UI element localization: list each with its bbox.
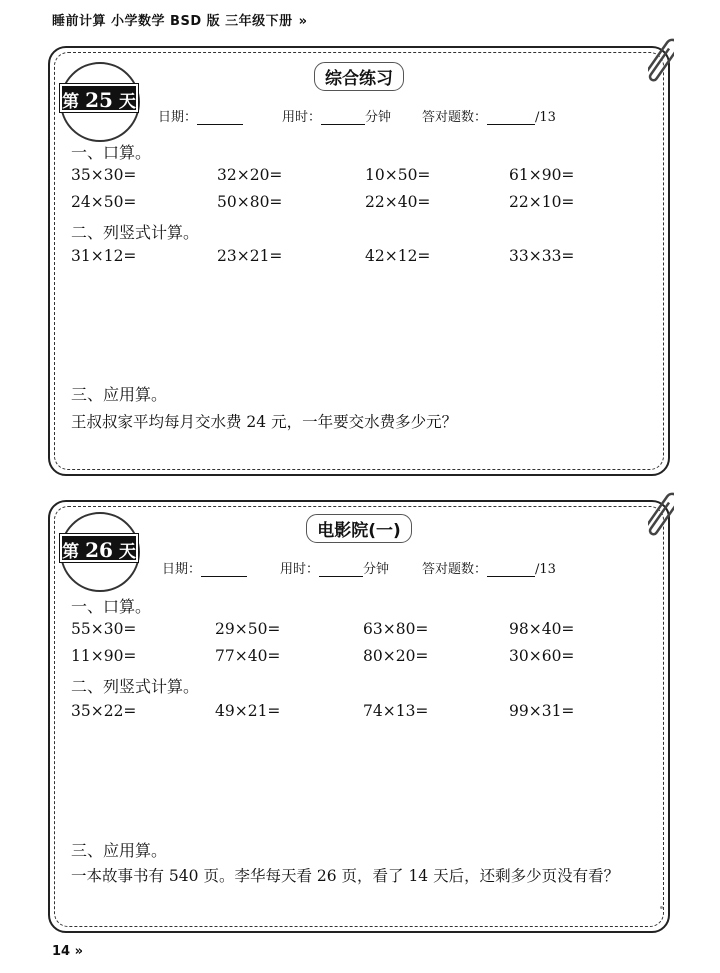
problem-item: 22×10= [509,193,575,211]
day-suffix: 天 [118,542,136,562]
score-blank[interactable] [487,576,535,577]
chevron-right-icon: » [74,944,84,959]
day-number: 26 [85,538,113,562]
score-label: 答对题数： [422,562,488,577]
day-prefix: 第 [62,542,80,562]
problem-item: 35×22= [71,702,137,720]
day-number: 25 [85,88,113,112]
date-label: 日期： [162,562,202,577]
section-oral: 一、口算。 [71,143,152,162]
section-applied: 三、应用算。 [71,841,168,860]
word-problem: 王叔叔家平均每月交水费 24 元，一年要交水费多少元？ [71,413,458,431]
header-title: 睡前计算 小学数学 BSD 版 三年级下册 [52,14,293,29]
word-problem: 一本故事书有 540 页。李华每天看 26 页，看了 14 天后，还剩多少页没有看？ [71,867,620,885]
day-suffix: 天 [118,92,136,112]
chevron-right-icon: » [298,14,308,29]
section-applied: 三、应用算。 [71,385,168,404]
problem-item: 29×50= [215,620,281,638]
time-label: 用时： [280,562,320,577]
problem-item: 23×21= [217,247,283,265]
minutes-unit: 分钟 [365,110,392,125]
score-total: /13 [535,562,556,577]
lesson-title-text: 电影院(一) [306,514,412,543]
problem-item: 80×20= [363,647,429,665]
lesson-title-text: 综合练习 [314,62,404,91]
day-prefix: 第 [62,92,80,112]
problem-item: 31×12= [71,247,137,265]
date-label: 日期： [158,110,198,125]
oral-row-1 [71,166,631,188]
problem-item: 11×90= [71,647,137,665]
score-field [422,106,556,125]
score-field [422,558,556,577]
problem-item: 35×30= [71,166,137,184]
problem-item: 49×21= [215,702,281,720]
problem-item: 61×90= [509,166,575,184]
date-blank[interactable] [197,124,243,125]
date-blank[interactable] [201,576,247,577]
score-blank[interactable] [487,124,535,125]
score-total: /13 [535,110,556,125]
page-footer [52,944,83,959]
problem-item: 22×40= [365,193,431,211]
date-field [162,558,247,577]
running-header [52,10,308,29]
page-number: 14 [52,944,71,959]
problem-item: 74×13= [363,702,429,720]
day-25-card [48,46,670,476]
section-vertical: 二、列竖式计算。 [71,677,200,696]
problem-item: 24×50= [71,193,137,211]
section-oral: 一、口算。 [71,597,152,616]
section-vertical: 二、列竖式计算。 [71,223,200,242]
time-label: 用时： [282,110,322,125]
problem-item: 77×40= [215,647,281,665]
oral-row-2 [71,193,631,215]
oral-row-2 [71,647,631,669]
lesson-title [50,62,668,91]
oral-row-1 [71,620,631,642]
time-field [280,558,389,577]
time-blank[interactable] [319,576,363,577]
lesson-title [50,514,668,543]
vertical-row [71,702,631,724]
problem-item: 99×31= [509,702,575,720]
minutes-unit: 分钟 [363,562,390,577]
score-label: 答对题数： [422,110,488,125]
problem-item: 63×80= [363,620,429,638]
problem-item: 50×80= [217,193,283,211]
problem-item: 32×20= [217,166,283,184]
problem-item: 55×30= [71,620,137,638]
vertical-row [71,247,631,269]
problem-item: 98×40= [509,620,575,638]
date-field [158,106,243,125]
problem-item: 42×12= [365,247,431,265]
time-blank[interactable] [321,124,365,125]
time-field [282,106,391,125]
problem-item: 33×33= [509,247,575,265]
day-26-card [48,500,670,933]
problem-item: 30×60= [509,647,575,665]
problem-item: 10×50= [365,166,431,184]
decorative-dot [660,906,663,909]
